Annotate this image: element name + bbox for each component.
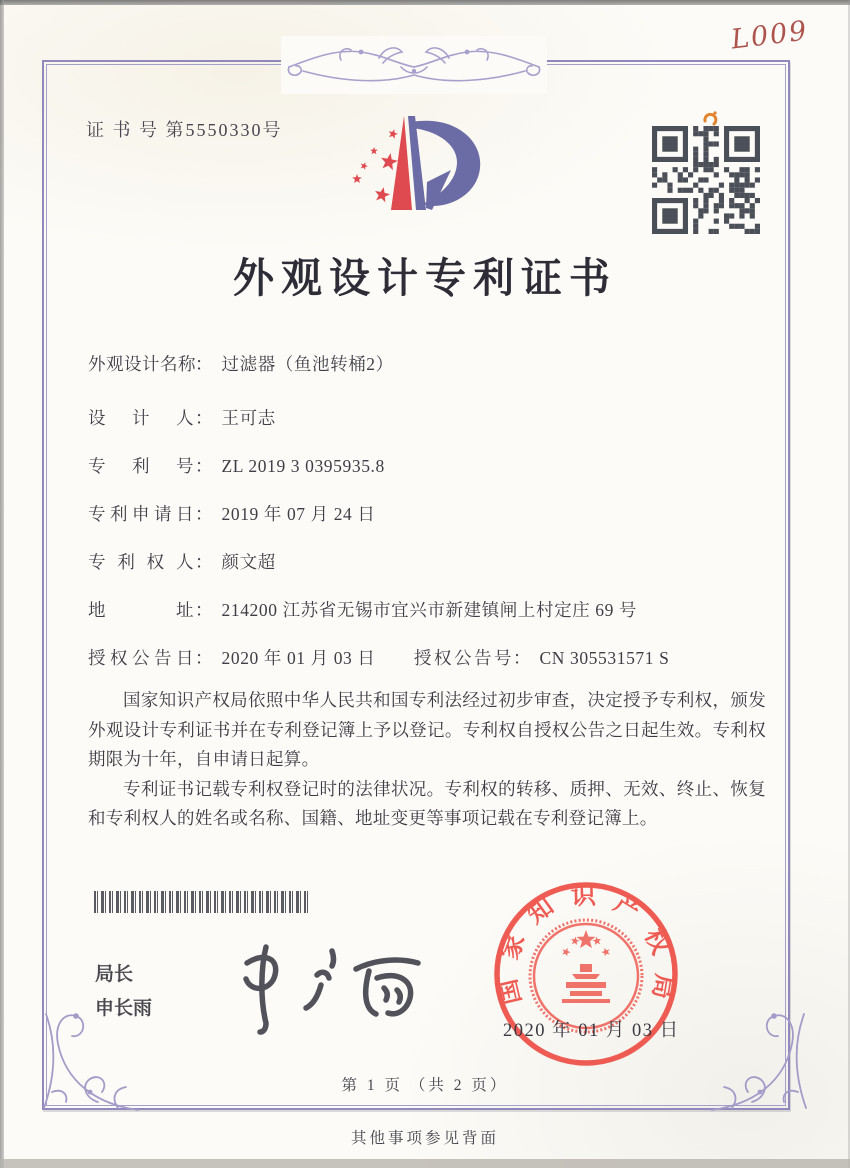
field-patentee: 专利权人： 颜文超 xyxy=(88,552,276,572)
field-application-date: 专利申请日： 2019 年 07 月 24 日 xyxy=(88,504,376,524)
cnipa-logo xyxy=(330,106,510,245)
field-grant-row xyxy=(88,646,778,670)
commissioner-signature xyxy=(220,933,435,1043)
field-design-name: 外观设计名称： 过滤器（鱼池转桶2） xyxy=(88,354,394,374)
commissioner-title: 局长 xyxy=(95,964,134,985)
field-grant-date: 授权公告日： 2020 年 01 月 03 日 xyxy=(88,648,376,668)
field-patent-number: 专利号： ZL 2019 3 0395935.8 xyxy=(88,456,385,476)
field-label: 授权公告日 xyxy=(88,648,194,668)
official-seal xyxy=(488,876,684,1077)
commissioner-name: 申长雨 xyxy=(95,998,153,1019)
body-paragraph-1: 国家知识产权局依照中华人民共和国专利法经过初步审查，决定授予专利权，颁发外观设计专利证书并在专利登记簿上予以登记。专利权自授权公告之日起生效。专利权期限为十年，自申请日起算。 xyxy=(88,690,766,769)
scan-edge-bottom xyxy=(0,1159,850,1168)
certificate-title: 外观设计专利证书 xyxy=(233,255,617,301)
orange-ink-mark xyxy=(700,108,720,133)
barcode xyxy=(94,891,310,913)
top-flourish-ornament xyxy=(281,36,547,94)
seal-text: 国家知识产权局 xyxy=(494,882,678,1007)
legal-body-text xyxy=(88,686,766,834)
page-number-footer: 第 1 页 （共 2 页） xyxy=(341,1077,509,1094)
field-label: 专利申请日 xyxy=(88,504,194,524)
field-value: ZL 2019 3 0395935.8 xyxy=(221,456,385,476)
field-grant-number: 授权公告号： CN 305531571 S xyxy=(414,648,670,668)
commissioner-block xyxy=(95,958,152,1026)
field-label: 专利号 xyxy=(88,456,194,476)
scan-edge-top xyxy=(0,0,850,5)
field-value: 颜文超 xyxy=(221,552,276,572)
body-paragraph-2: 专利证书记载专利权登记时的法律状况。专利权的转移、质押、无效、终止、恢复和专利权人的姓名或名称、国籍、地址变更等事项记载在专利登记簿上。 xyxy=(88,778,766,828)
field-label: 外观设计名称 xyxy=(88,354,196,374)
field-designer: 设计人： 王可志 xyxy=(88,408,276,428)
field-label: 设计人 xyxy=(88,408,194,428)
scan-edge-left xyxy=(0,0,4,1168)
field-value: 2020 年 01 月 03 日 xyxy=(221,648,376,668)
field-label: 专利权人 xyxy=(88,552,194,572)
qr-code xyxy=(652,126,760,234)
certificate-number: 证 书 号 第5550330号 xyxy=(86,120,283,140)
field-label: 地址 xyxy=(88,600,194,620)
back-side-note: 其他事项参见背面 xyxy=(350,1130,499,1147)
handwritten-annotation: L009 xyxy=(729,15,811,56)
seal-date: 2020 年 01 月 03 日 xyxy=(503,1021,680,1041)
field-value: 2019 年 07 月 24 日 xyxy=(221,504,376,524)
field-value: CN 305531571 S xyxy=(539,648,670,668)
field-label: 授权公告号 xyxy=(414,648,512,668)
field-value: 214200 江苏省无锡市宜兴市新建镇闸上村定庄 69 号 xyxy=(221,600,638,620)
svg-text:国家知识产权局 xyxy=(494,882,679,1008)
field-address: 地址： 214200 江苏省无锡市宜兴市新建镇闸上村定庄 69 号 xyxy=(88,600,638,620)
field-value: 过滤器（鱼池转桶2） xyxy=(221,354,394,374)
field-value: 王可志 xyxy=(221,408,276,428)
